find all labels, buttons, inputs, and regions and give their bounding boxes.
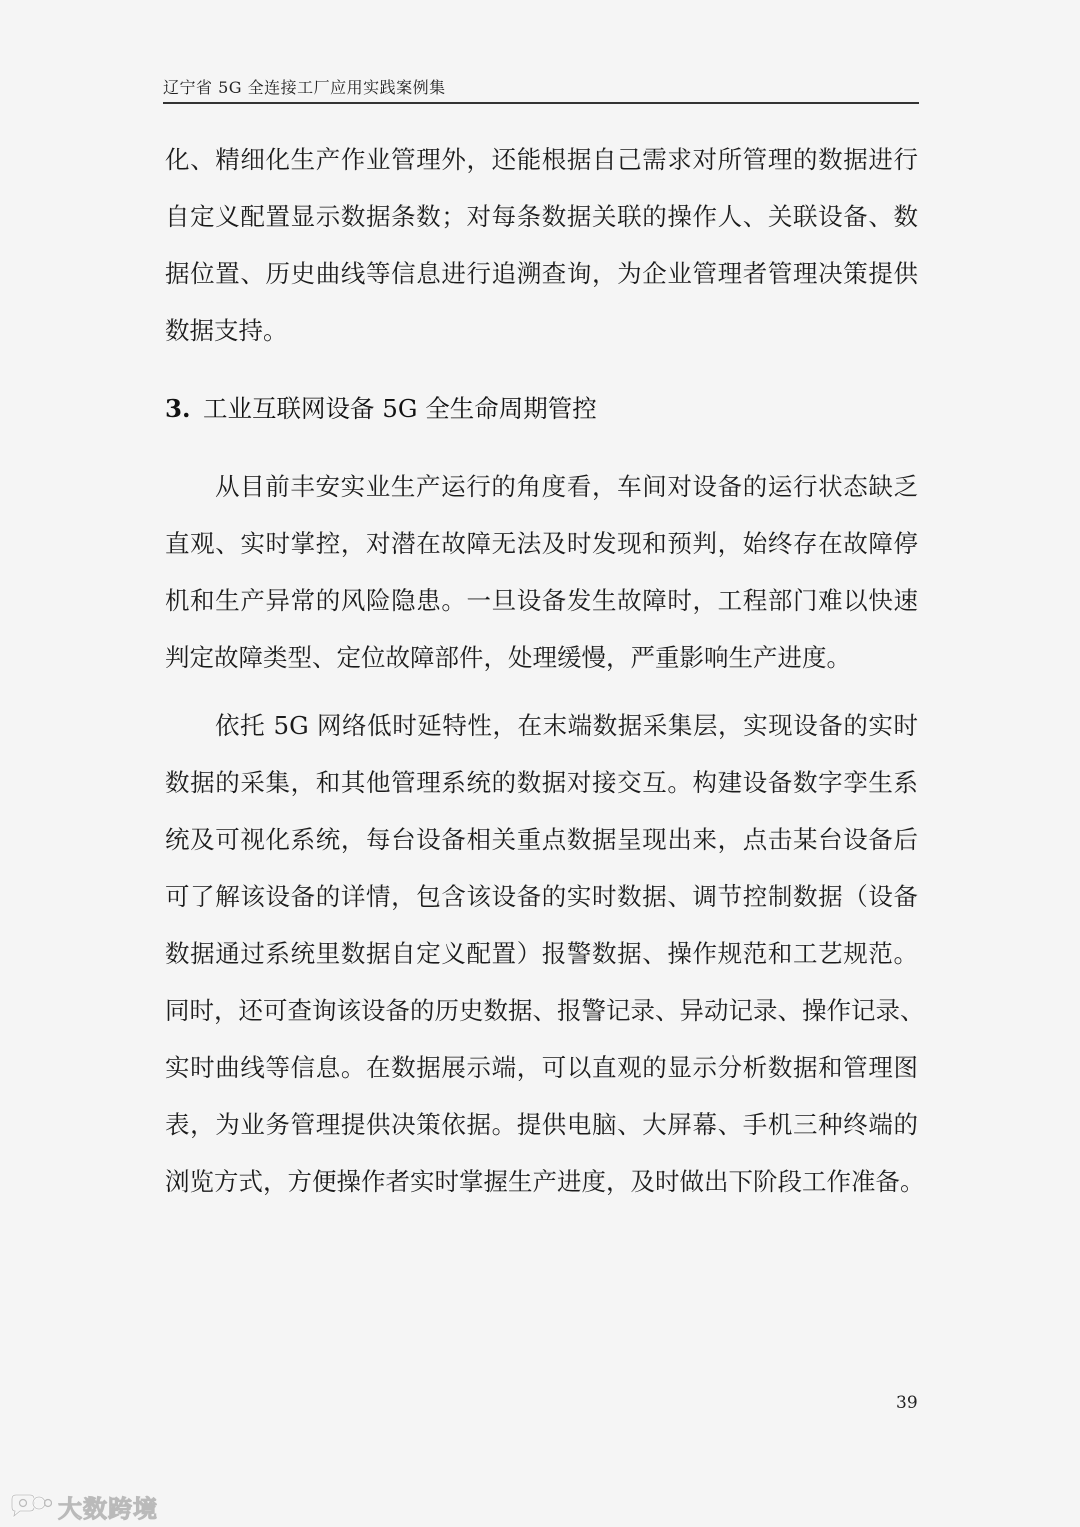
paragraph-2-line-3: 机和生产异常的风险隐患。一旦设备发生故障时，工程部门难以快速: [165, 586, 918, 615]
section-heading: [165, 393, 597, 427]
paragraph-2-line-2: 直观、实时掌控，对潜在故障无法及时发现和预判，始终存在故障停: [165, 529, 918, 558]
chat-bubble-logo-icon: [8, 1493, 52, 1519]
paragraph-3-line-7: 实时曲线等信息。在数据展示端，可以直观的显示分析数据和管理图: [165, 1053, 918, 1082]
paragraph-3-line-9: 浏览方式，方便操作者实时掌握生产进度，及时做出下阶段工作准备。: [165, 1167, 925, 1196]
paragraph-1-line-1: 化、精细化生产作业管理外，还能根据自己需求对所管理的数据进行: [165, 145, 918, 174]
paragraph-1-line-3: 据位置、历史曲线等信息进行追溯查询，为企业管理者管理决策提供: [165, 259, 918, 288]
paragraph-1-line-2: 自定义配置显示数据条数；对每条数据关联的操作人、关联设备、数: [165, 202, 918, 231]
paragraph-3-line-6: 同时，还可查询该设备的历史数据、报警记录、异动记录、操作记录、: [165, 996, 925, 1025]
header-title: 辽宁省 5G 全连接工厂应用实践案例集: [163, 78, 446, 97]
paragraph-3-line-1: 依托 5G 网络低时延特性，在末端数据采集层，实现设备的实时: [215, 711, 918, 740]
paragraph-1-line-4: 数据支持。: [165, 316, 288, 345]
paragraph-2-line-4: 判定故障类型、定位故障部件，处理缓慢，严重影响生产进度。: [165, 643, 851, 672]
paragraph-2-line-1: 从目前丰安实业生产运行的角度看，车间对设备的运行状态缺乏: [215, 472, 918, 501]
watermark-text: 大数跨境: [58, 1494, 158, 1523]
page-header: [163, 76, 919, 104]
page-number: 39: [896, 1393, 918, 1413]
paragraph-3-line-5: 数据通过系统里数据自定义配置）报警数据、操作规范和工艺规范。: [165, 939, 918, 968]
paragraph-3-line-2: 数据的采集，和其他管理系统的数据对接交互。构建设备数字孪生系: [165, 768, 918, 797]
paragraph-3-line-8: 表，为业务管理提供决策依据。提供电脑、大屏幕、手机三种终端的: [165, 1110, 918, 1139]
section-number: 3.: [165, 394, 191, 423]
paragraph-3-line-3: 统及可视化系统，每台设备相关重点数据呈现出来，点击某台设备后: [165, 825, 918, 854]
section-title: 工业互联网设备 5G 全生命周期管控: [203, 394, 597, 423]
paragraph-3-line-4: 可了解该设备的详情，包含该设备的实时数据、调节控制数据（设备: [165, 882, 918, 911]
watermark: [8, 1491, 158, 1521]
